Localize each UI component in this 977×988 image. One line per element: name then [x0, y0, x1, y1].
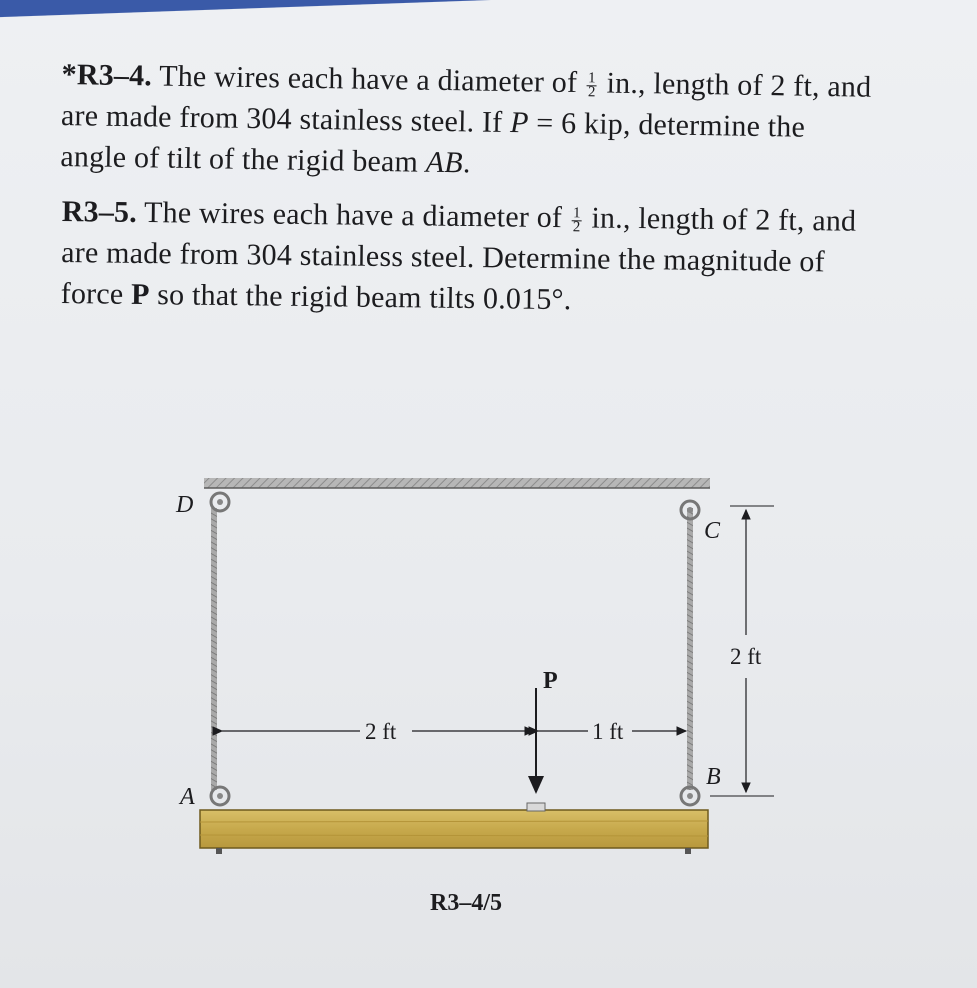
problem-r3-4: *R3–4. The wires each have a diameter of $\frac{1}{2}$ in., length of 2 ft, and are made from 304 stainless steel. If P = 6 kip, determine the angle of tilt of the rigid beam AB.	[60, 57, 872, 180]
dimension-1ft: 1 ft	[592, 719, 624, 744]
label-d: D	[176, 492, 194, 518]
problem-text: in., length of 2 ft, and are made from 304 stainless steel. If	[60, 66, 872, 139]
beam-diagram	[150, 460, 810, 930]
variable-p: P	[130, 277, 150, 312]
label-a: A	[180, 784, 195, 810]
problem-text: The wires each have a diameter of	[143, 196, 563, 235]
label-b: B	[706, 764, 721, 790]
figure-caption: R3–4/5	[430, 890, 502, 916]
rigid-beam	[200, 803, 708, 854]
fraction-half: $\frac{1}{2}$	[587, 69, 596, 100]
variable-ab: AB	[425, 145, 464, 180]
label-p: P	[543, 668, 558, 694]
pin-a	[211, 787, 229, 805]
wire-da	[211, 508, 217, 790]
dimension-2ft-vertical: 2 ft	[730, 644, 762, 669]
problem-text: in., length of 2 ft, and are made from 304 stainless steel. Determine the magnitude of force	[60, 201, 857, 311]
dimension-2ft-horizontal: 2 ft	[365, 719, 397, 744]
ceiling-support	[204, 478, 710, 488]
figure-r3-4-5	[150, 460, 810, 930]
problem-r3-5	[60, 191, 871, 324]
problem-text: so that the rigid beam tilts 0.015°.	[157, 278, 572, 317]
label-c: C	[704, 518, 721, 544]
problem-text: = 6 kip, determine the angle of tilt of the rigid beam	[60, 106, 806, 179]
problem-number: *R3–4.	[61, 57, 153, 93]
problem-text: The wires each have a diameter of	[158, 59, 578, 100]
variable-p: P	[509, 106, 529, 140]
pin-d	[211, 493, 229, 511]
problem-number: R3–5.	[61, 194, 138, 229]
wire-cb	[687, 508, 693, 790]
fraction-half: $\frac{1}{2}$	[572, 204, 581, 235]
